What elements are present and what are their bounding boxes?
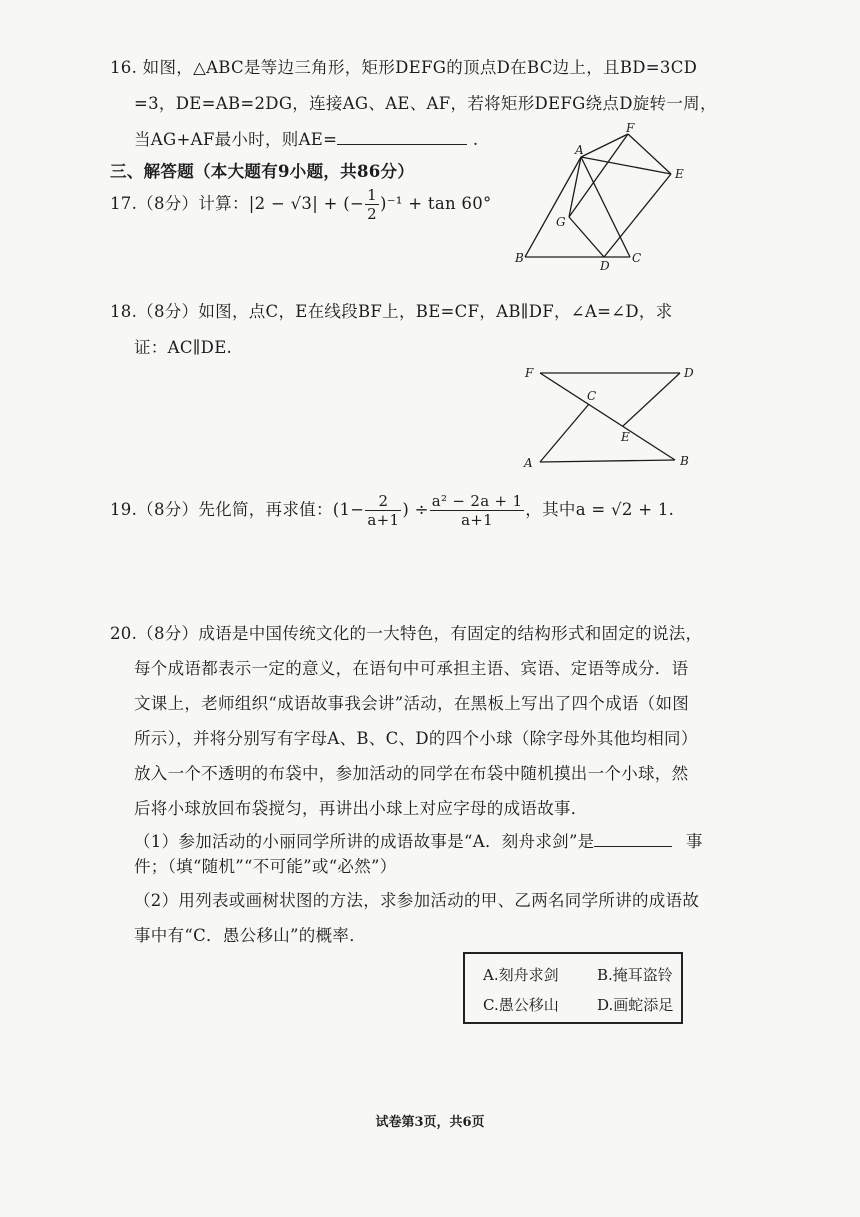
q19-f2-den: a+1 — [461, 511, 494, 529]
fig16-label-F: F — [626, 122, 635, 135]
seg-AF — [581, 134, 628, 157]
fig18-label-A: A — [524, 456, 533, 470]
q20-line5: 放入一个不透明的布袋中，参加活动的同学在布袋中随机摸出一个小球，然 — [134, 764, 689, 783]
q20-line2: 每个成语都表示一定的意义，在语句中可承担主语、宾语、定语等成分．语 — [134, 659, 689, 678]
fig16-label-G: G — [556, 215, 566, 229]
seg-AB — [540, 460, 675, 462]
q17-frac-num: 1 — [367, 186, 378, 204]
q20-part1-line2: 件；（填“随机”“不可能”或“必然”） — [134, 857, 397, 876]
seg-AB — [525, 157, 581, 257]
q19-mid: ) ÷ — [402, 500, 429, 519]
fig18-label-E: E — [621, 430, 630, 444]
q18-line1: 18.（8分）如图，点C，E在线段BF上，BE=CF，AB∥DF，∠A=∠D，求 — [110, 302, 673, 321]
q19-prefix: 19.（8分）先化简，再求值：(1− — [110, 500, 365, 519]
q18-line2: 证：AC∥DE. — [134, 338, 233, 357]
q17-frac-den: 2 — [367, 205, 378, 223]
idiom-d: D.画蛇添足 — [597, 996, 674, 1014]
q16-figure — [505, 122, 705, 272]
q20-line1: 20.（8分）成语是中国传统文化的一大特色，有固定的结构形式和固定的说法， — [110, 624, 703, 643]
q19-line — [110, 492, 674, 529]
q20-answer-blank[interactable] — [594, 832, 672, 847]
fig16-label-D: D — [600, 259, 610, 272]
q20-line4: 所示），并将分别写有字母A、B、C、D的四个小球（除字母外其他均相同） — [134, 729, 698, 748]
q19-f1-den: a+1 — [367, 511, 400, 529]
q16-line3 — [134, 126, 478, 150]
seg-FB — [540, 373, 675, 460]
q20-part1-text: （1）参加活动的小丽同学所讲的成语故事是“A．刻舟求剑”是 — [134, 832, 595, 851]
page-footer: 试卷第3页，共6页 — [375, 1115, 485, 1130]
q16-line1: 16. 如图，△ABC是等边三角形，矩形DEFG的顶点D在BC边上，且BD=3CD — [110, 58, 698, 77]
fig16-label-E: E — [675, 167, 684, 181]
q20-line3: 文课上，老师组织“成语故事我会讲”活动，在黑板上写出了四个成语（如图 — [134, 694, 690, 713]
seg-AC — [581, 157, 630, 257]
q19-f2-num: a² − 2a + 1 — [431, 492, 523, 510]
seg-FE — [628, 134, 671, 174]
q16-line3-end: . — [472, 130, 479, 149]
q16-answer-blank[interactable] — [337, 130, 467, 145]
seg-DG — [569, 217, 604, 257]
q17-fraction — [365, 186, 379, 223]
q19-suffix: ，其中a = √2 + 1. — [525, 500, 675, 519]
idiom-a: A.刻舟求剑 — [483, 966, 559, 984]
idiom-b: B.掩耳盗铃 — [597, 966, 673, 984]
q20-part2-line1: （2）用列表或画树状图的方法，求参加活动的甲、乙两名同学所讲的成语故 — [134, 891, 700, 910]
seg-AC — [540, 404, 589, 462]
q18-figure — [515, 360, 700, 475]
fig18-label-F: F — [525, 366, 534, 380]
q16-line2: =3，DE=AB=2DG，连接AG、AE、AF，若将矩形DEFG绕点D旋转一周， — [134, 94, 717, 113]
seg-ED — [604, 174, 671, 257]
q17-prefix: 17.（8分）计算： — [110, 194, 249, 213]
q20-part1-end: 事 — [686, 832, 703, 851]
seg-DE — [623, 373, 680, 426]
fig18-label-B: B — [680, 454, 689, 468]
q19-fraction-1 — [365, 492, 401, 529]
q19-f1-num: 2 — [365, 492, 401, 511]
seg-AE — [581, 157, 671, 174]
q16-line3-text: 当AG+AF最小时，则AE= — [134, 130, 338, 149]
section-heading: 三、解答题（本大题有9小题，共86分） — [110, 162, 415, 181]
fig16-label-A: A — [575, 143, 584, 157]
q17-line — [110, 186, 492, 223]
idiom-c: C.愚公移山 — [483, 996, 559, 1014]
q20-part2-line2: 事中有“C．愚公移山”的概率． — [134, 926, 366, 945]
q17-expr-b: )⁻¹ + tan 60° — [380, 194, 492, 213]
q17-expr-a: |2 − √3| + (− — [248, 194, 365, 213]
fig16-label-C: C — [632, 251, 642, 265]
idiom-box — [463, 952, 683, 1024]
fig18-label-D: D — [684, 366, 694, 380]
q20-part1 — [134, 828, 703, 852]
fig18-label-C: C — [587, 389, 597, 403]
q19-fraction-2 — [430, 492, 525, 529]
q20-line6: 后将小球放回布袋搅匀，再讲出小球上对应字母的成语故事． — [134, 799, 588, 818]
fig16-label-B: B — [515, 251, 524, 265]
